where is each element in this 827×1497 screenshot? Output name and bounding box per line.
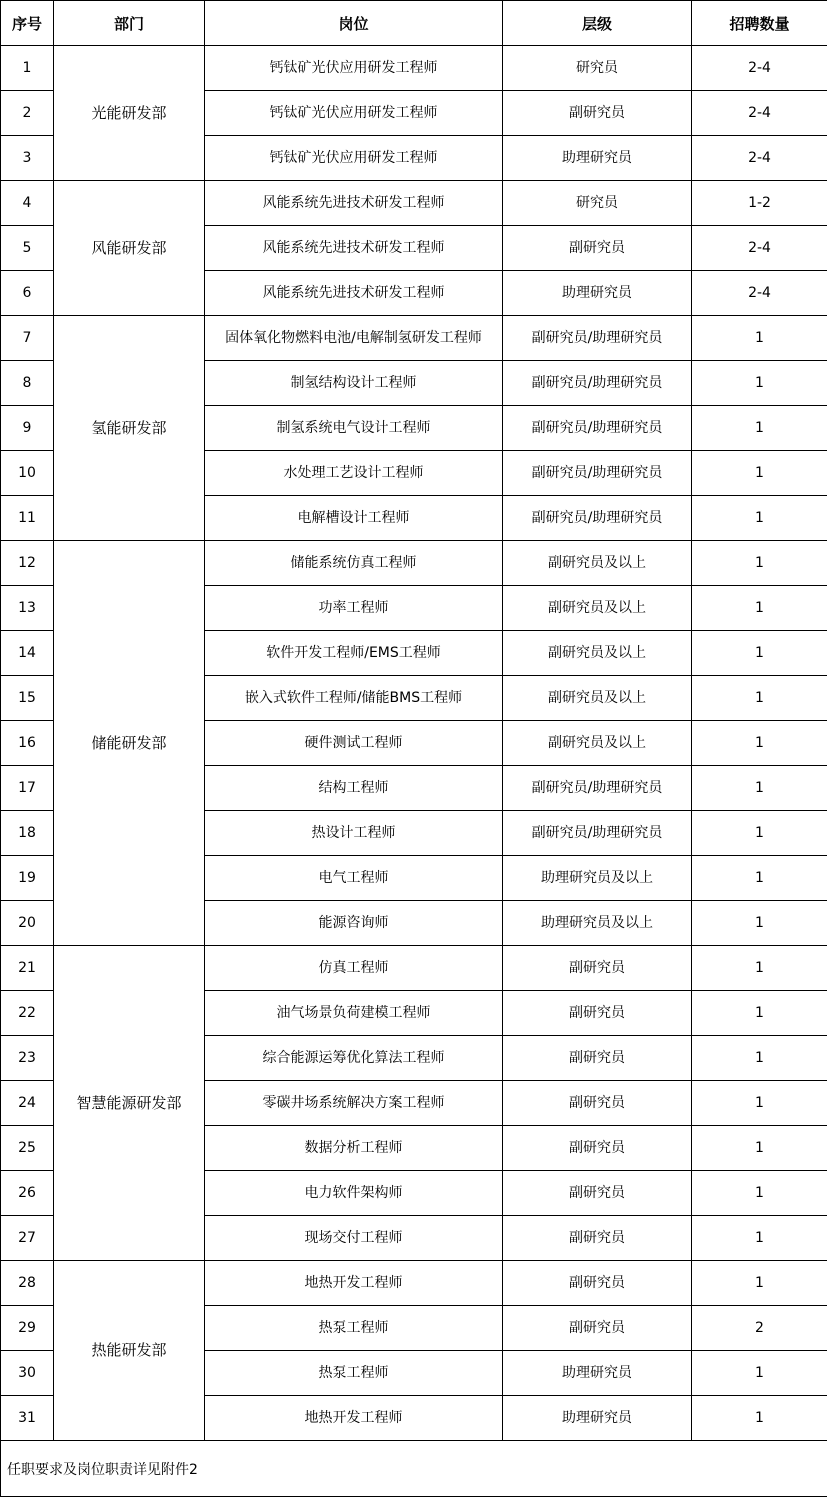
level-cell: 副研究员	[503, 1081, 692, 1126]
level-cell: 副研究员	[503, 1216, 692, 1261]
row-number: 25	[1, 1126, 54, 1171]
level-cell: 副研究员及以上	[503, 541, 692, 586]
count-cell: 2-4	[692, 226, 827, 271]
count-cell: 1	[692, 1261, 827, 1306]
row-number: 8	[1, 361, 54, 406]
row-number: 4	[1, 181, 54, 226]
row-number: 27	[1, 1216, 54, 1261]
count-cell: 1	[692, 406, 827, 451]
position-cell: 地热开发工程师	[205, 1261, 503, 1306]
level-cell: 副研究员/助理研究员	[503, 451, 692, 496]
table-header-row	[1, 1, 827, 46]
department-cell: 智慧能源研发部	[54, 946, 205, 1261]
table-row	[1, 46, 827, 91]
level-cell: 副研究员/助理研究员	[503, 316, 692, 361]
position-cell: 热泵工程师	[205, 1306, 503, 1351]
count-cell: 2-4	[692, 136, 827, 181]
row-number: 12	[1, 541, 54, 586]
position-cell: 功率工程师	[205, 586, 503, 631]
level-cell: 副研究员/助理研究员	[503, 766, 692, 811]
count-cell: 1	[692, 811, 827, 856]
count-cell: 1	[692, 991, 827, 1036]
level-cell: 助理研究员及以上	[503, 856, 692, 901]
level-cell: 助理研究员	[503, 1351, 692, 1396]
row-number: 3	[1, 136, 54, 181]
count-cell: 2-4	[692, 91, 827, 136]
position-cell: 储能系统仿真工程师	[205, 541, 503, 586]
position-cell: 电力软件架构师	[205, 1171, 503, 1216]
level-cell: 副研究员/助理研究员	[503, 406, 692, 451]
row-number: 26	[1, 1171, 54, 1216]
position-cell: 制氢系统电气设计工程师	[205, 406, 503, 451]
row-number: 21	[1, 946, 54, 991]
position-cell: 地热开发工程师	[205, 1396, 503, 1441]
count-cell: 1	[692, 1081, 827, 1126]
row-number: 28	[1, 1261, 54, 1306]
position-cell: 热泵工程师	[205, 1351, 503, 1396]
row-number: 15	[1, 676, 54, 721]
row-number: 1	[1, 46, 54, 91]
level-cell: 副研究员/助理研究员	[503, 811, 692, 856]
count-cell: 1	[692, 361, 827, 406]
position-cell: 钙钛矿光伏应用研发工程师	[205, 136, 503, 181]
level-cell: 研究员	[503, 181, 692, 226]
level-cell: 副研究员	[503, 91, 692, 136]
position-cell: 油气场景负荷建模工程师	[205, 991, 503, 1036]
count-cell: 1	[692, 946, 827, 991]
count-cell: 1	[692, 541, 827, 586]
row-number: 29	[1, 1306, 54, 1351]
row-number: 9	[1, 406, 54, 451]
row-number: 10	[1, 451, 54, 496]
row-number: 11	[1, 496, 54, 541]
position-cell: 钙钛矿光伏应用研发工程师	[205, 46, 503, 91]
row-number: 20	[1, 901, 54, 946]
count-cell: 1	[692, 1126, 827, 1171]
level-cell: 副研究员	[503, 1036, 692, 1081]
position-cell: 仿真工程师	[205, 946, 503, 991]
header-position: 岗位	[205, 1, 503, 46]
level-cell: 副研究员及以上	[503, 721, 692, 766]
row-number: 14	[1, 631, 54, 676]
department-cell: 风能研发部	[54, 181, 205, 316]
level-cell: 助理研究员	[503, 271, 692, 316]
row-number: 16	[1, 721, 54, 766]
position-cell: 硬件测试工程师	[205, 721, 503, 766]
row-number: 31	[1, 1396, 54, 1441]
level-cell: 副研究员	[503, 1306, 692, 1351]
department-cell: 氢能研发部	[54, 316, 205, 541]
footer-note: 任职要求及岗位职责详见附件2	[1, 1441, 827, 1497]
level-cell: 副研究员/助理研究员	[503, 496, 692, 541]
row-number: 17	[1, 766, 54, 811]
position-cell: 风能系统先进技术研发工程师	[205, 271, 503, 316]
row-number: 24	[1, 1081, 54, 1126]
level-cell: 副研究员及以上	[503, 676, 692, 721]
count-cell: 1	[692, 1396, 827, 1441]
position-cell: 数据分析工程师	[205, 1126, 503, 1171]
count-cell: 1	[692, 451, 827, 496]
row-number: 2	[1, 91, 54, 136]
row-number: 18	[1, 811, 54, 856]
row-number: 7	[1, 316, 54, 361]
level-cell: 助理研究员及以上	[503, 901, 692, 946]
position-cell: 制氢结构设计工程师	[205, 361, 503, 406]
level-cell: 副研究员及以上	[503, 631, 692, 676]
position-cell: 软件开发工程师/EMS工程师	[205, 631, 503, 676]
row-number: 6	[1, 271, 54, 316]
count-cell: 1	[692, 1216, 827, 1261]
row-number: 30	[1, 1351, 54, 1396]
position-cell: 热设计工程师	[205, 811, 503, 856]
count-cell: 1	[692, 676, 827, 721]
table-row	[1, 316, 827, 361]
position-cell: 固体氧化物燃料电池/电解制氢研发工程师	[205, 316, 503, 361]
level-cell: 助理研究员	[503, 136, 692, 181]
count-cell: 1	[692, 586, 827, 631]
count-cell: 1	[692, 721, 827, 766]
level-cell: 副研究员	[503, 991, 692, 1036]
header-level: 层级	[503, 1, 692, 46]
count-cell: 1	[692, 901, 827, 946]
count-cell: 1	[692, 1351, 827, 1396]
department-cell: 光能研发部	[54, 46, 205, 181]
department-cell: 储能研发部	[54, 541, 205, 946]
row-number: 22	[1, 991, 54, 1036]
position-cell: 风能系统先进技术研发工程师	[205, 181, 503, 226]
position-cell: 综合能源运筹优化算法工程师	[205, 1036, 503, 1081]
position-cell: 电气工程师	[205, 856, 503, 901]
position-cell: 钙钛矿光伏应用研发工程师	[205, 91, 503, 136]
position-cell: 零碳井场系统解决方案工程师	[205, 1081, 503, 1126]
level-cell: 研究员	[503, 46, 692, 91]
position-cell: 水处理工艺设计工程师	[205, 451, 503, 496]
count-cell: 1	[692, 766, 827, 811]
row-number: 5	[1, 226, 54, 271]
count-cell: 1	[692, 1036, 827, 1081]
count-cell: 1	[692, 316, 827, 361]
count-cell: 2-4	[692, 46, 827, 91]
department-cell: 热能研发部	[54, 1261, 205, 1441]
level-cell: 副研究员	[503, 226, 692, 271]
row-number: 23	[1, 1036, 54, 1081]
count-cell: 1-2	[692, 181, 827, 226]
header-department: 部门	[54, 1, 205, 46]
row-number: 19	[1, 856, 54, 901]
level-cell: 副研究员及以上	[503, 586, 692, 631]
header-number: 序号	[1, 1, 54, 46]
table-row	[1, 181, 827, 226]
footer-row	[1, 1441, 827, 1497]
position-cell: 结构工程师	[205, 766, 503, 811]
count-cell: 1	[692, 496, 827, 541]
count-cell: 1	[692, 1171, 827, 1216]
position-cell: 现场交付工程师	[205, 1216, 503, 1261]
row-number: 13	[1, 586, 54, 631]
position-cell: 能源咨询师	[205, 901, 503, 946]
count-cell: 1	[692, 631, 827, 676]
position-cell: 电解槽设计工程师	[205, 496, 503, 541]
level-cell: 副研究员	[503, 1171, 692, 1216]
count-cell: 2	[692, 1306, 827, 1351]
level-cell: 副研究员/助理研究员	[503, 361, 692, 406]
position-cell: 风能系统先进技术研发工程师	[205, 226, 503, 271]
table-row	[1, 1261, 827, 1306]
table-body	[1, 46, 827, 1441]
level-cell: 副研究员	[503, 946, 692, 991]
table-row	[1, 541, 827, 586]
header-count: 招聘数量	[692, 1, 827, 46]
level-cell: 副研究员	[503, 1126, 692, 1171]
count-cell: 2-4	[692, 271, 827, 316]
count-cell: 1	[692, 856, 827, 901]
level-cell: 助理研究员	[503, 1396, 692, 1441]
table-row	[1, 946, 827, 991]
position-cell: 嵌入式软件工程师/储能BMS工程师	[205, 676, 503, 721]
level-cell: 副研究员	[503, 1261, 692, 1306]
